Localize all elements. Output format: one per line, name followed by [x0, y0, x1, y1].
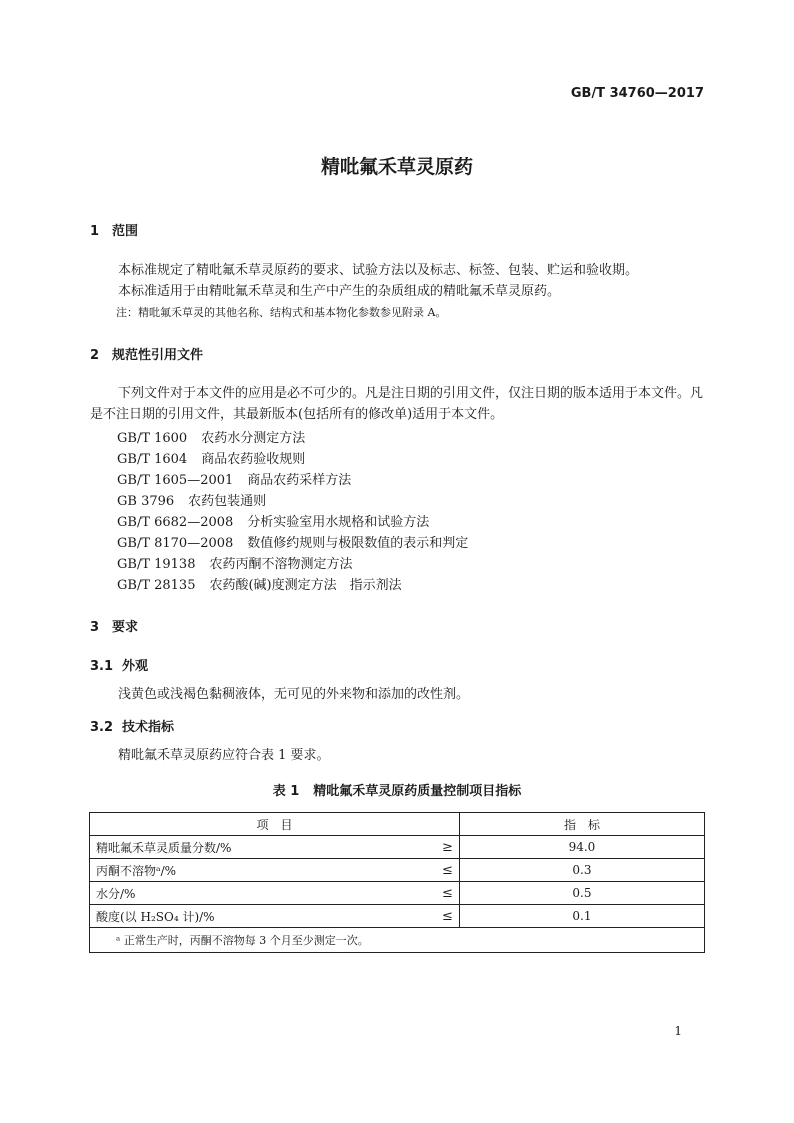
- table-title: 精吡氟禾草灵原药质量控制项目指标: [313, 784, 522, 799]
- section-heading-scope: [90, 220, 138, 239]
- table-row: [90, 905, 705, 928]
- table-footnote-row: [90, 928, 705, 953]
- section-title: 要求: [112, 620, 139, 635]
- normative-intro: 下列文件对于本文件的应用是必不可少的。凡是注日期的引用文件，仅注日期的版本适用于本文件。凡是不注日期的引用文件，其最新版本(包括所有的修改单)适用于本文件。: [90, 386, 704, 422]
- reference-item: GB/T 6682—2008 分析实验室用水规格和试验方法: [117, 515, 430, 530]
- reference-item: GB/T 1600 农药水分测定方法: [117, 431, 306, 446]
- section-number: 1: [90, 224, 100, 239]
- table-row: [90, 836, 705, 859]
- cell-item: 精吡氟禾草灵质量分数/%: [90, 836, 437, 859]
- subsection-title: 技术指标: [122, 720, 175, 735]
- reference-item: GB/T 1604 商品农药验收规则: [117, 452, 306, 467]
- subsection-number: 3.1: [90, 659, 114, 674]
- table-header-row: [90, 813, 705, 836]
- table-row: [90, 859, 705, 882]
- cell-item: 水分/%: [90, 882, 437, 905]
- section-heading-normative: [90, 344, 203, 363]
- spec-table: [89, 812, 705, 953]
- page-number: 1: [674, 1024, 682, 1038]
- reference-item: GB/T 8170—2008 数值修约规则与极限数值的表示和判定: [117, 536, 469, 551]
- table-footnote: ᵃ 正常生产时，丙酮不溶物每 3 个月至少测定一次。: [90, 928, 705, 953]
- cell-operator: ≥: [436, 836, 459, 859]
- tech-text: 精吡氟禾草灵原药应符合表 1 要求。: [118, 748, 330, 763]
- subsection-number: 3.2: [90, 720, 114, 735]
- cell-operator: ≤: [436, 882, 459, 905]
- cell-operator: ≤: [436, 905, 459, 928]
- table-row: [90, 882, 705, 905]
- scope-paragraph-2: 本标准适用于由精吡氟禾草灵和生产中产生的杂质组成的精吡氟禾草灵原药。: [118, 284, 561, 299]
- reference-item: GB 3796 农药包装通则: [117, 494, 267, 509]
- reference-item: GB/T 19138 农药丙酮不溶物测定方法: [117, 557, 353, 572]
- reference-item: GB/T 28135 农药酸(碱)度测定方法 指示剂法: [117, 578, 402, 593]
- header-item: 项 目: [90, 813, 460, 836]
- scope-note: 注：精吡氟禾草灵的其他名称、结构式和基本物化参数参见附录 A。: [116, 306, 447, 319]
- subsection-title: 外观: [122, 659, 149, 674]
- cell-value: 94.0: [459, 836, 704, 859]
- table-caption: [0, 780, 794, 799]
- subsection-heading-appearance: [90, 655, 148, 674]
- cell-item: 丙酮不溶物ᵃ/%: [90, 859, 437, 882]
- reference-item: GB/T 1605—2001 商品农药采样方法: [117, 473, 352, 488]
- document-title: 精吡氟禾草灵原药: [320, 156, 473, 178]
- appearance-text: 浅黄色或浅褐色黏稠液体，无可见的外来物和添加的改性剂。: [118, 687, 470, 702]
- section-number: 2: [90, 348, 100, 363]
- cell-item: 酸度(以 H₂SO₄ 计)/%: [90, 905, 437, 928]
- header-value: 指 标: [459, 813, 704, 836]
- section-number: 3: [90, 620, 100, 635]
- section-title: 范围: [112, 224, 139, 239]
- cell-value: 0.1: [459, 905, 704, 928]
- table-number: 表 1: [272, 784, 300, 799]
- cell-value: 0.5: [459, 882, 704, 905]
- subsection-heading-tech: [90, 716, 174, 735]
- cell-operator: ≤: [436, 859, 459, 882]
- scope-paragraph-1: 本标准规定了精吡氟禾草灵原药的要求、试验方法以及标志、标签、包装、贮运和验收期。: [118, 263, 639, 278]
- cell-value: 0.3: [459, 859, 704, 882]
- standard-code: GB/T 34760—2017: [570, 86, 704, 101]
- section-title: 规范性引用文件: [112, 348, 204, 363]
- section-heading-requirements: [90, 616, 138, 635]
